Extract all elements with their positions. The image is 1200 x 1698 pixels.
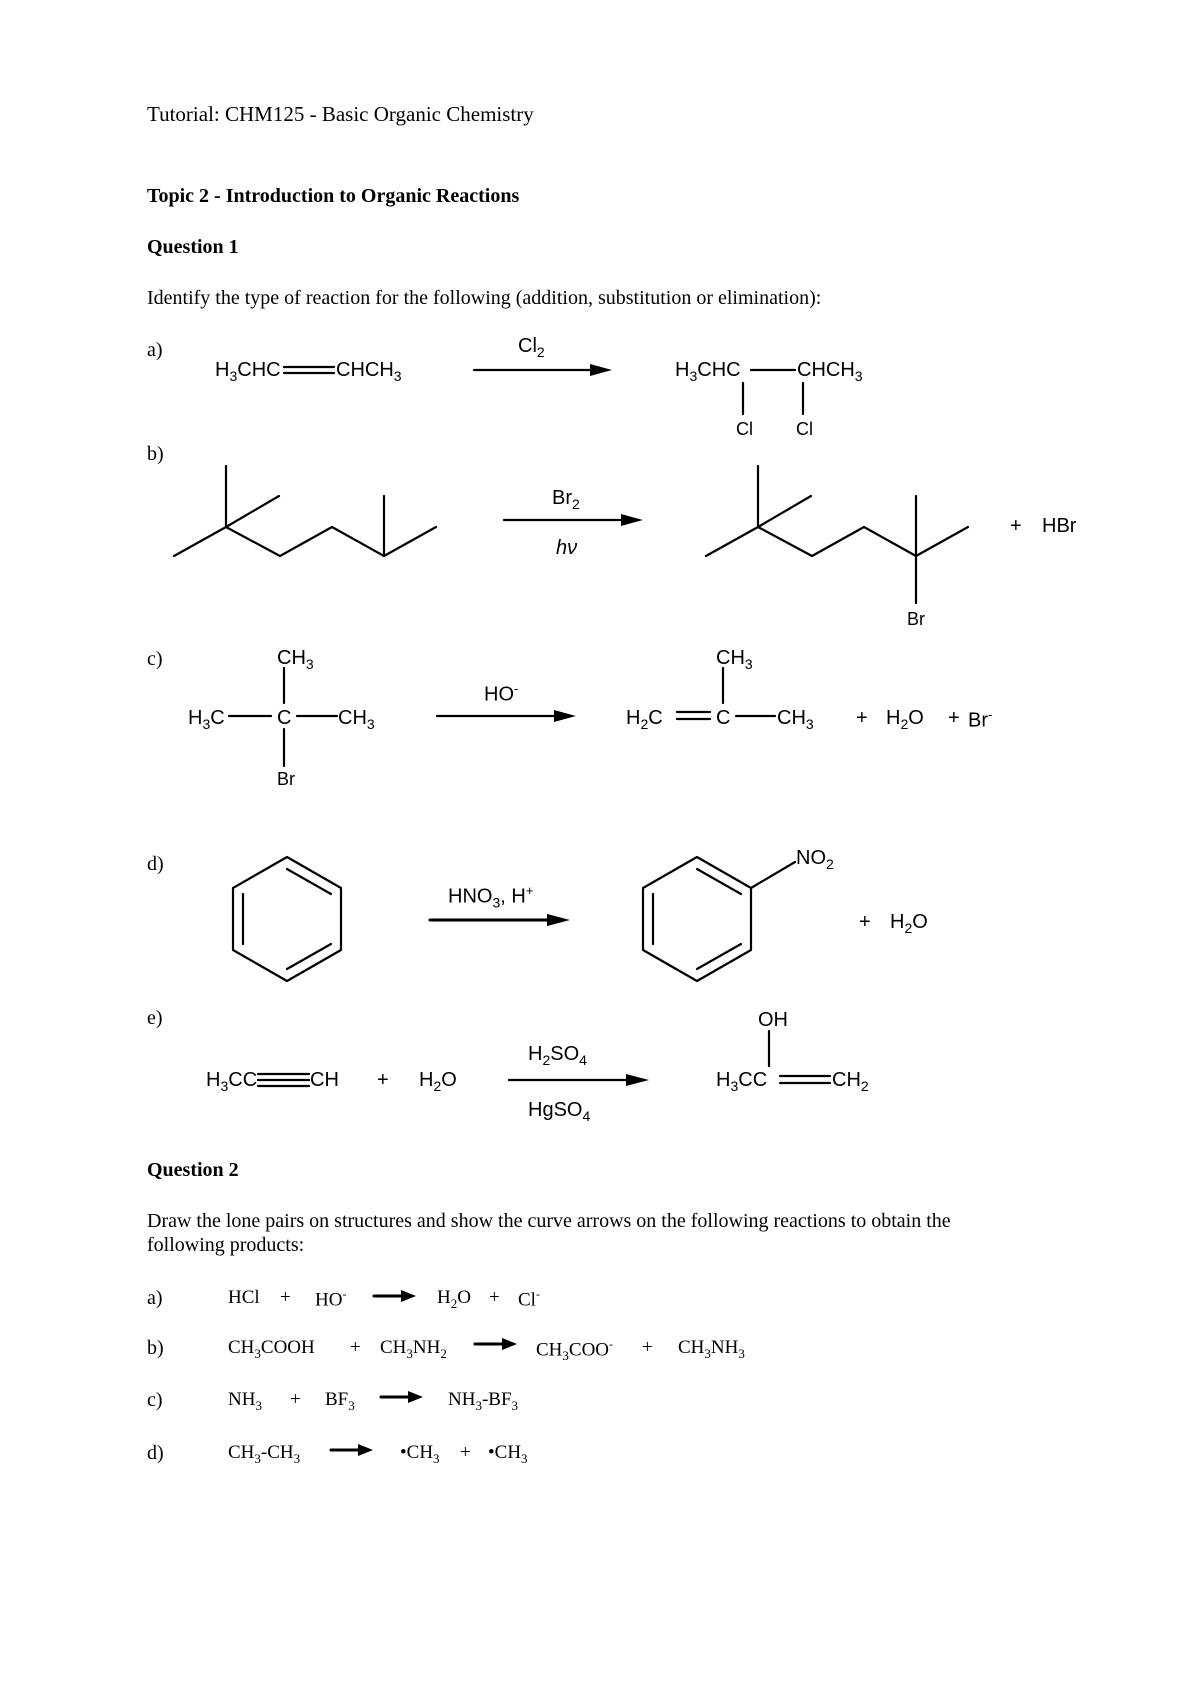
q2-d-reactant: $CH_3-CH_3$ bbox=[228, 1442, 301, 1466]
reaction-c-product-ch3-top: $CH_3$ bbox=[716, 647, 753, 672]
q2-b-product-2: $CH_3NH_3$ bbox=[678, 1337, 745, 1361]
reaction-c-ch3-right: $CH_3$ bbox=[338, 707, 375, 732]
reaction-a-reactant-right: $CHCH_3$ bbox=[336, 359, 402, 384]
q2-a-product-2: Cl- bbox=[518, 1287, 540, 1311]
q2-c-reactant-2: $BF_3$ bbox=[325, 1389, 355, 1413]
reaction-b-label: b) bbox=[147, 443, 164, 465]
reaction-a-reactant-left: $H_3CHC$ bbox=[215, 359, 281, 384]
q2-b-label: b) bbox=[147, 1337, 164, 1359]
reaction-c-label: c) bbox=[147, 648, 163, 670]
q2-a-label: a) bbox=[147, 1287, 163, 1309]
reaction-d-reagent: $HNO_3$, H+ bbox=[448, 883, 534, 911]
reaction-c-h3c: $H_3C$ bbox=[188, 707, 225, 732]
q2-d-product-2: $•CH_3$ bbox=[488, 1442, 528, 1466]
reaction-c-ch3-top: $CH_3$ bbox=[277, 647, 314, 672]
topic-heading: Topic 2 - Introduction to Organic Reactions bbox=[147, 185, 520, 207]
reaction-e-reagent-bottom: HgSO$_4$ bbox=[528, 1099, 591, 1124]
q2-b-plus-2: + bbox=[642, 1337, 653, 1358]
reaction-c-product-h2c: $H_2C$ bbox=[626, 707, 663, 732]
q2-d-label: d) bbox=[147, 1442, 164, 1464]
reaction-d-water: $H_2O$ bbox=[890, 911, 928, 936]
reactant-b-chain bbox=[174, 527, 436, 556]
reaction-e-oh: OH bbox=[758, 1009, 788, 1031]
reaction-e-plus: + bbox=[377, 1069, 389, 1091]
question-1-instruction: Identify the type of reaction for the following (addition, substitution or elimination): bbox=[147, 287, 822, 309]
reaction-c-water: $H_2O$ bbox=[886, 707, 924, 732]
document-header: Tutorial: CHM125 - Basic Organic Chemistry bbox=[147, 102, 534, 126]
product-b-chain bbox=[706, 527, 968, 556]
benzene-ring bbox=[233, 857, 341, 981]
reaction-c-bromide: Br- bbox=[968, 707, 993, 732]
reaction-e-arrow-head bbox=[626, 1074, 649, 1086]
reaction-e-water: $H_2O$ bbox=[419, 1069, 457, 1094]
reaction-a-arrow-head bbox=[590, 364, 612, 376]
reactant-b-methyl-right bbox=[226, 496, 279, 527]
reaction-d-arrow-head bbox=[547, 914, 570, 926]
reaction-e-product-left: $H_3CC$ bbox=[716, 1069, 768, 1094]
reaction-b-byproduct: HBr bbox=[1042, 515, 1077, 537]
benzene-inner-bond-1 bbox=[287, 869, 331, 894]
q2-c-plus: + bbox=[290, 1389, 301, 1410]
reaction-b-plus: + bbox=[1010, 515, 1022, 537]
q2-b-reactant-2: $CH_3NH_2$ bbox=[380, 1337, 447, 1361]
q2-b-plus-1: + bbox=[350, 1337, 361, 1358]
question-2-title: Question 2 bbox=[147, 1159, 239, 1181]
reaction-c-reagent: HO- bbox=[484, 681, 519, 706]
q2-a-reactant-2: HO- bbox=[315, 1287, 347, 1311]
reaction-e-reagent-top: $H_2SO_4$ bbox=[528, 1043, 587, 1068]
reaction-b-reagent-bottom: hν bbox=[556, 537, 578, 559]
q2-c-reactant-1: $NH_3$ bbox=[228, 1389, 262, 1413]
reaction-c-plus-1: + bbox=[856, 707, 868, 729]
reaction-c-product-ch3: $CH_3$ bbox=[777, 707, 814, 732]
reaction-c-plus-2: + bbox=[948, 707, 960, 729]
reaction-d-label: d) bbox=[147, 853, 164, 875]
question-1-title: Question 1 bbox=[147, 236, 239, 258]
q2-a-plus-2: + bbox=[489, 1287, 500, 1308]
reaction-e-product-right: $CH_2$ bbox=[832, 1069, 869, 1094]
reaction-c-central-c: C bbox=[277, 707, 292, 729]
q2-b-product-1: $CH_3COO^-$ bbox=[536, 1337, 614, 1364]
q2-c-product: $NH_3-BF_3$ bbox=[448, 1389, 519, 1413]
reaction-a-label: a) bbox=[147, 339, 163, 361]
reaction-a-product-right: $CHCH_3$ bbox=[797, 359, 863, 384]
nitrobenzene-inner-bond-1 bbox=[697, 869, 741, 894]
reaction-a-reagent: $Cl_2$ bbox=[518, 335, 545, 360]
reaction-b-product-br: Br bbox=[907, 609, 925, 629]
reaction-c-br: Br bbox=[277, 769, 295, 789]
q2-d-product-1: $•CH_3$ bbox=[400, 1442, 440, 1466]
question-2-instruction-line-1: Draw the lone pairs on structures and show the curve arrows on the following reactions to obtain the bbox=[147, 1210, 951, 1232]
reaction-d-plus: + bbox=[859, 911, 871, 933]
reaction-e-reactant-right: CH bbox=[310, 1069, 339, 1091]
reaction-d-nitro-group: $NO_2$ bbox=[796, 847, 834, 872]
reaction-a-product-left: $H_3CHC$ bbox=[675, 359, 741, 384]
reaction-e-reactant-left: $H_3CC$ bbox=[206, 1069, 258, 1094]
product-b-methyl-right bbox=[758, 496, 811, 527]
reaction-b-arrow-head bbox=[621, 514, 643, 526]
reaction-d-drawing bbox=[233, 857, 795, 981]
q2-d-plus: + bbox=[460, 1442, 471, 1463]
reaction-e-label: e) bbox=[147, 1007, 163, 1029]
q2-b-reactant-1: $CH_3COOH$ bbox=[228, 1337, 315, 1361]
reaction-b-reagent-top: $Br_2$ bbox=[552, 487, 580, 512]
question-2-instruction-line-2: following products: bbox=[147, 1234, 305, 1256]
q2-a-plus-1: + bbox=[280, 1287, 291, 1308]
nitrobenzene-inner-bond-2 bbox=[697, 944, 741, 969]
q2-c-label: c) bbox=[147, 1389, 163, 1411]
reaction-a-cl-2: Cl bbox=[796, 419, 813, 439]
nitrobenzene-ring bbox=[643, 857, 751, 981]
benzene-inner-bond-2 bbox=[287, 944, 331, 969]
reaction-a-cl-1: Cl bbox=[736, 419, 753, 439]
nitro-bond bbox=[751, 862, 795, 888]
q2-a-product-1: $H_2O$ bbox=[437, 1287, 471, 1311]
q2-a-reactant-1: HCl bbox=[228, 1287, 260, 1308]
reaction-c-arrow-head bbox=[554, 710, 576, 722]
reaction-c-product-c: C bbox=[716, 707, 731, 729]
